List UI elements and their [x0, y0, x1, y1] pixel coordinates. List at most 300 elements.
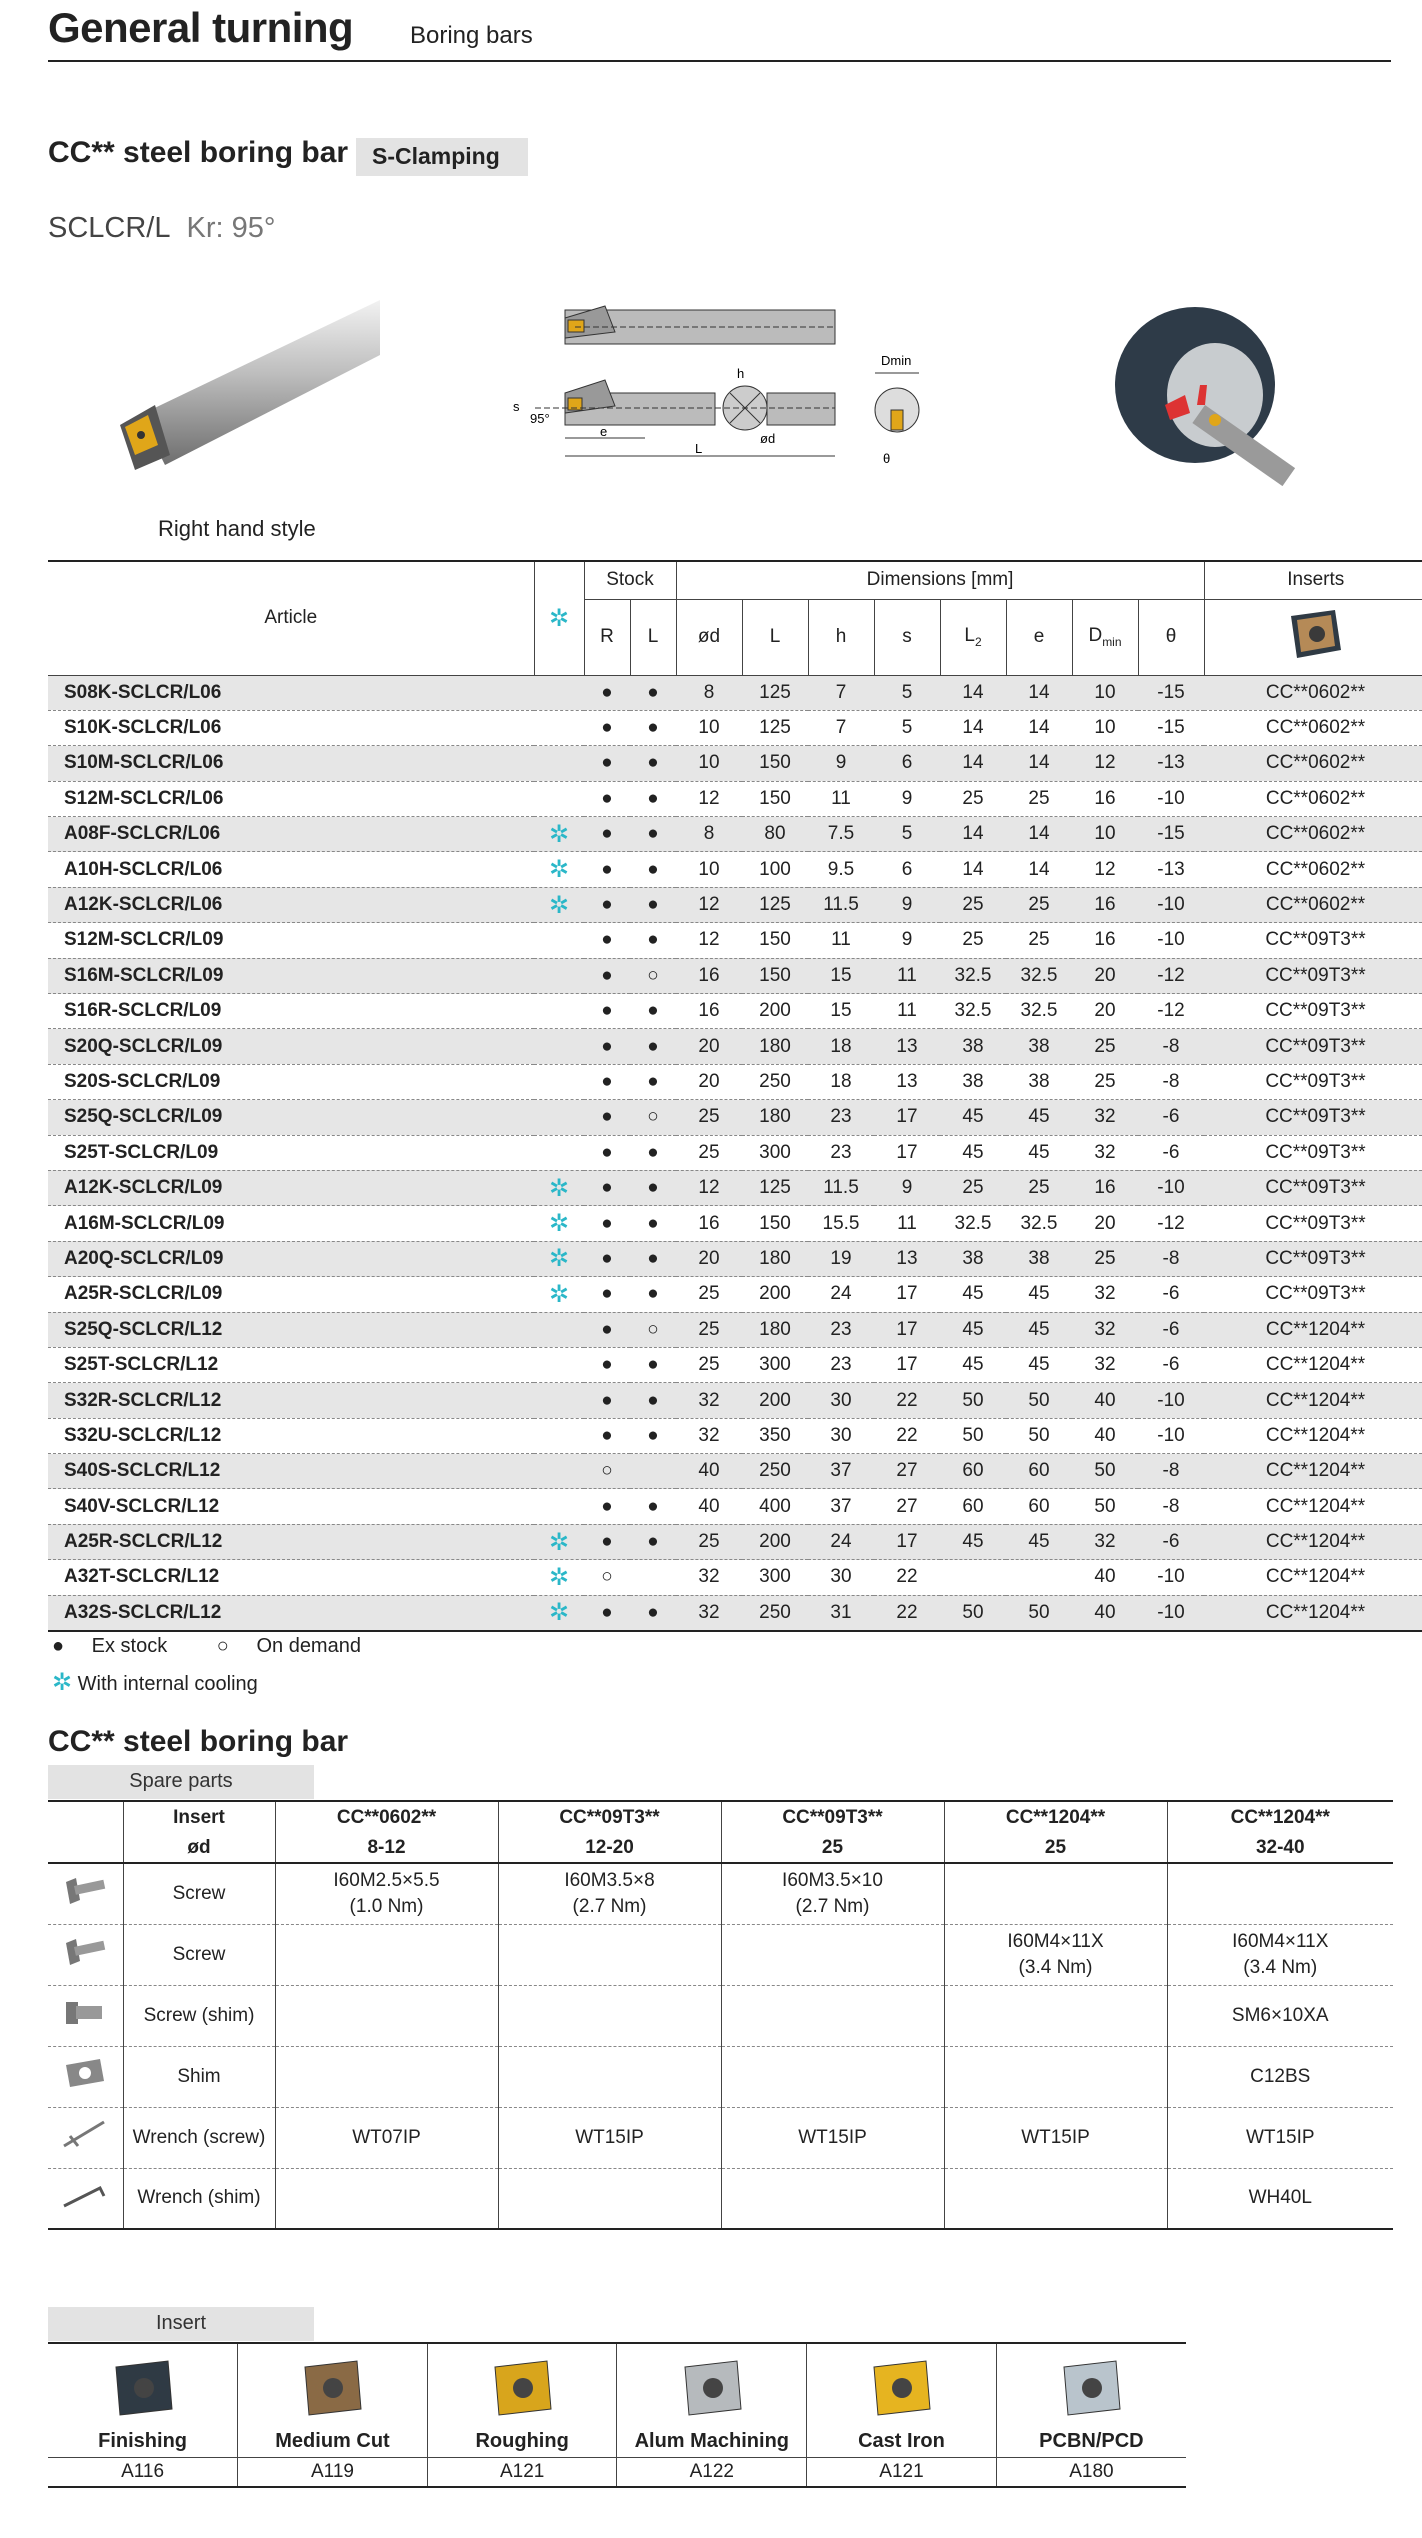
insert-icon: [864, 2355, 938, 2421]
cell-r: ●: [584, 1277, 630, 1312]
table-row: [48, 746, 1422, 781]
cell-l2: 45: [940, 1277, 1006, 1312]
cell-t: -8: [1138, 1489, 1204, 1524]
cell-d: 25: [676, 1135, 742, 1170]
cell-l: ●: [630, 1029, 676, 1064]
cell-cool: ✲: [534, 852, 584, 887]
insert-grade-name: Cast Iron: [858, 2429, 945, 2452]
insert-grade: [617, 2343, 807, 2457]
cell-e: 60: [1006, 1454, 1072, 1489]
cell-s: 17: [874, 1135, 940, 1170]
cell-L: 180: [742, 1241, 808, 1276]
col-e: e: [1006, 599, 1072, 675]
cell-e: [1006, 1560, 1072, 1595]
cell-ins: CC**09T3**: [1204, 1170, 1422, 1205]
cell-l: ●: [630, 1383, 676, 1418]
insert-grade-name: Roughing: [475, 2429, 569, 2452]
cell-cool: [534, 1029, 584, 1064]
spare-part-value: I60M4×11X (3.4 Nm): [1167, 1924, 1393, 1985]
cell-h: 23: [808, 1347, 874, 1382]
cell-dmin: 40: [1072, 1560, 1138, 1595]
cell-l: ●: [630, 817, 676, 852]
cell-e: 38: [1006, 1241, 1072, 1276]
cell-h: 15: [808, 958, 874, 993]
cell-r: ●: [584, 958, 630, 993]
spare-part-value: [498, 2046, 721, 2107]
cell-t: -10: [1138, 1170, 1204, 1205]
cell-d: 10: [676, 852, 742, 887]
cell-d: 20: [676, 1241, 742, 1276]
spare-insert-col: CC**09T3**: [721, 1801, 944, 1833]
cell-t: -10: [1138, 1383, 1204, 1418]
cell-ins: CC**0602**: [1204, 710, 1422, 745]
cell-cool: [534, 923, 584, 958]
cell-l2: 50: [940, 1418, 1006, 1453]
insert-grade: [238, 2343, 428, 2457]
cell-l2: 45: [940, 1135, 1006, 1170]
cell-dmin: 25: [1072, 1029, 1138, 1064]
cell-L: 350: [742, 1418, 808, 1453]
cell-cool: [534, 1100, 584, 1135]
cell-e: 25: [1006, 1170, 1072, 1205]
spare-part-label: Screw: [123, 1924, 275, 1985]
cell-s: 17: [874, 1347, 940, 1382]
cell-s: 9: [874, 781, 940, 816]
cell-article: A25R-SCLCR/L09: [48, 1277, 534, 1312]
cell-l2: 60: [940, 1454, 1006, 1489]
cell-dmin: 25: [1072, 1241, 1138, 1276]
insert-grade-name: Medium Cut: [275, 2429, 390, 2452]
cell-d: 25: [676, 1312, 742, 1347]
cell-d: 16: [676, 994, 742, 1029]
cell-ins: CC**0602**: [1204, 852, 1422, 887]
spare-od-col: 25: [721, 1833, 944, 1863]
cell-article: S25T-SCLCR/L12: [48, 1347, 534, 1382]
cell-article: A12K-SCLCR/L09: [48, 1170, 534, 1205]
page-title: General turning: [48, 4, 354, 51]
cell-l2: 25: [940, 887, 1006, 922]
cell-l: ●: [630, 887, 676, 922]
col-length: L: [742, 599, 808, 675]
cell-article: S40V-SCLCR/L12: [48, 1489, 534, 1524]
insert-grade: [48, 2343, 238, 2457]
spare-part-value: I60M4×11X (3.4 Nm): [944, 1924, 1167, 1985]
spare-parts-label: Spare parts: [48, 1765, 314, 1799]
cell-article: S25T-SCLCR/L09: [48, 1135, 534, 1170]
cell-e: 25: [1006, 887, 1072, 922]
cell-L: 200: [742, 1383, 808, 1418]
spare-part-value: [498, 1924, 721, 1985]
cell-h: 37: [808, 1489, 874, 1524]
cell-article: S10M-SCLCR/L06: [48, 746, 534, 781]
cell-article: A12K-SCLCR/L06: [48, 887, 534, 922]
spare-row: [48, 2107, 1393, 2168]
cell-l: ●: [630, 1135, 676, 1170]
cell-e: 50: [1006, 1383, 1072, 1418]
cooling-legend: ✲ With internal cooling: [52, 1669, 258, 1696]
cell-t: -6: [1138, 1277, 1204, 1312]
cell-r: ●: [584, 781, 630, 816]
cell-cool: ✲: [534, 817, 584, 852]
cell-e: 45: [1006, 1524, 1072, 1559]
cell-dmin: 16: [1072, 923, 1138, 958]
cell-l2: 32.5: [940, 994, 1006, 1029]
cell-r: ●: [584, 1312, 630, 1347]
stock-legend: [52, 1635, 405, 1658]
insert-grade-code: A122: [617, 2457, 807, 2487]
cell-s: 27: [874, 1454, 940, 1489]
insert-icon: [1054, 2355, 1128, 2421]
cell-dmin: 12: [1072, 852, 1138, 887]
cell-l: ●: [630, 1595, 676, 1630]
cell-l: ●: [630, 923, 676, 958]
cell-s: 22: [874, 1595, 940, 1630]
spare-part-value: C12BS: [1167, 2046, 1393, 2107]
cell-s: 22: [874, 1383, 940, 1418]
cell-s: 6: [874, 852, 940, 887]
spare-part-value: [275, 2046, 498, 2107]
cell-h: 15.5: [808, 1206, 874, 1241]
spare-insert-label: Insert: [123, 1801, 275, 1833]
cell-h: 37: [808, 1454, 874, 1489]
cell-cool: [534, 994, 584, 1029]
cell-r: ●: [584, 1170, 630, 1205]
cell-h: 24: [808, 1277, 874, 1312]
spare-part-value: WH40L: [1167, 2168, 1393, 2229]
cell-article: S12M-SCLCR/L09: [48, 923, 534, 958]
cell-r: ●: [584, 1418, 630, 1453]
cell-dmin: 20: [1072, 958, 1138, 993]
cell-t: -13: [1138, 852, 1204, 887]
spare-insert-col: CC**0602**: [275, 1801, 498, 1833]
cell-ins: CC**1204**: [1204, 1454, 1422, 1489]
on-demand-legend: ○ On demand: [216, 1635, 361, 1657]
cell-d: 20: [676, 1064, 742, 1099]
cell-dmin: 25: [1072, 1064, 1138, 1099]
cell-h: 18: [808, 1064, 874, 1099]
cell-ins: CC**09T3**: [1204, 923, 1422, 958]
cell-d: 12: [676, 887, 742, 922]
cell-s: 17: [874, 1100, 940, 1135]
cell-d: 40: [676, 1489, 742, 1524]
cell-L: 250: [742, 1454, 808, 1489]
insert-grade: [807, 2343, 997, 2457]
table-row: [48, 817, 1422, 852]
cell-r: ●: [584, 852, 630, 887]
cell-ins: CC**1204**: [1204, 1347, 1422, 1382]
machining-illustration: [1105, 295, 1300, 490]
col-od: ød: [676, 599, 742, 675]
cell-l: ●: [630, 746, 676, 781]
cell-l: ●: [630, 1241, 676, 1276]
spare-blank: [48, 1801, 123, 1833]
cell-l2: 38: [940, 1241, 1006, 1276]
cell-cool: [534, 958, 584, 993]
insert-grades-table: [48, 2342, 1186, 2488]
cell-h: 18: [808, 1029, 874, 1064]
spare-part-value: [721, 2168, 944, 2229]
cell-cool: [534, 1312, 584, 1347]
table-row: [48, 852, 1422, 887]
spare-part-label: Screw: [123, 1863, 275, 1924]
cell-e: 50: [1006, 1418, 1072, 1453]
cell-s: 17: [874, 1312, 940, 1347]
spare-od-col: 25: [944, 1833, 1167, 1863]
cell-article: A08F-SCLCR/L06: [48, 817, 534, 852]
table-row: [48, 1170, 1422, 1205]
cell-t: -10: [1138, 887, 1204, 922]
cell-s: 11: [874, 1206, 940, 1241]
insert-grade-code: A121: [427, 2457, 617, 2487]
cell-t: -15: [1138, 710, 1204, 745]
cell-t: -10: [1138, 1595, 1204, 1630]
table-row: [48, 1383, 1422, 1418]
cell-l: [630, 1560, 676, 1595]
cell-dmin: 16: [1072, 887, 1138, 922]
cell-article: S20Q-SCLCR/L09: [48, 1029, 534, 1064]
cell-e: 45: [1006, 1277, 1072, 1312]
cell-ins: CC**1204**: [1204, 1312, 1422, 1347]
cell-L: 150: [742, 958, 808, 993]
cell-l: ●: [630, 1347, 676, 1382]
cell-article: S25Q-SCLCR/L09: [48, 1100, 534, 1135]
insert-grade-code: A119: [238, 2457, 428, 2487]
spare-row: [48, 2168, 1393, 2229]
cell-l2: 32.5: [940, 958, 1006, 993]
cell-ins: CC**09T3**: [1204, 1064, 1422, 1099]
cell-cool: ✲: [534, 1206, 584, 1241]
cell-e: 60: [1006, 1489, 1072, 1524]
cell-e: 14: [1006, 852, 1072, 887]
cell-L: 80: [742, 817, 808, 852]
cell-e: 14: [1006, 675, 1072, 710]
cell-article: A10H-SCLCR/L06: [48, 852, 534, 887]
cell-ins: CC**09T3**: [1204, 1029, 1422, 1064]
spare-part-value: [1167, 1863, 1393, 1924]
cell-ins: CC**09T3**: [1204, 958, 1422, 993]
page-subtitle: Boring bars: [410, 22, 533, 49]
cell-h: 31: [808, 1595, 874, 1630]
cell-r: ●: [584, 1595, 630, 1630]
cell-L: 400: [742, 1489, 808, 1524]
cell-t: -8: [1138, 1241, 1204, 1276]
col-stock-r: R: [584, 599, 630, 675]
cell-ins: CC**09T3**: [1204, 1100, 1422, 1135]
technical-drawing: [505, 298, 935, 488]
spare-part-value: WT07IP: [275, 2107, 498, 2168]
cell-s: 17: [874, 1277, 940, 1312]
cell-s: 9: [874, 887, 940, 922]
spare-part-label: Screw (shim): [123, 1985, 275, 2046]
cell-dmin: 32: [1072, 1347, 1138, 1382]
cell-l2: 14: [940, 852, 1006, 887]
cell-d: 40: [676, 1454, 742, 1489]
spare-part-value: WT15IP: [944, 2107, 1167, 2168]
cell-cool: ✲: [534, 1277, 584, 1312]
table-row: [48, 1595, 1422, 1630]
cell-t: -10: [1138, 1560, 1204, 1595]
cell-dmin: 10: [1072, 675, 1138, 710]
cell-ins: CC**0602**: [1204, 887, 1422, 922]
cell-L: 250: [742, 1595, 808, 1630]
cell-e: 45: [1006, 1100, 1072, 1135]
cell-cool: [534, 1064, 584, 1099]
spare-od-label: ød: [123, 1833, 275, 1863]
dim-angle: 95°: [530, 411, 550, 426]
cell-r: ●: [584, 746, 630, 781]
insert-grade: [427, 2343, 617, 2457]
cell-e: 14: [1006, 817, 1072, 852]
cell-cool: [534, 746, 584, 781]
table-row: [48, 1524, 1422, 1559]
cell-h: 11: [808, 781, 874, 816]
table-row: [48, 1135, 1422, 1170]
table-row: [48, 710, 1422, 745]
boring-bar-illustration: [110, 295, 380, 475]
cell-r: ●: [584, 1347, 630, 1382]
cell-l: ●: [630, 1170, 676, 1205]
spare-part-label: Shim: [123, 2046, 275, 2107]
spare-part-value: WT15IP: [721, 2107, 944, 2168]
spare-part-value: SM6×10XA: [1167, 1985, 1393, 2046]
cell-h: 23: [808, 1312, 874, 1347]
cell-l2: 14: [940, 746, 1006, 781]
spare-blank: [48, 1833, 123, 1863]
spare-icon-cell: [48, 2168, 123, 2229]
cell-t: -12: [1138, 1206, 1204, 1241]
cell-h: 30: [808, 1560, 874, 1595]
cell-t: -8: [1138, 1029, 1204, 1064]
cell-h: 11.5: [808, 1170, 874, 1205]
cell-L: 200: [742, 994, 808, 1029]
cell-t: -13: [1138, 746, 1204, 781]
insert-icon: [485, 2355, 559, 2421]
cell-L: 150: [742, 746, 808, 781]
clamping-badge: S-Clamping: [356, 138, 528, 176]
cell-r: ●: [584, 923, 630, 958]
cell-dmin: 32: [1072, 1312, 1138, 1347]
cell-l2: 45: [940, 1312, 1006, 1347]
cell-e: 14: [1006, 710, 1072, 745]
spare-part-value: I60M3.5×10 (2.7 Nm): [721, 1863, 944, 1924]
spare-part-value: [721, 2046, 944, 2107]
kr-angle: Kr: 95°: [186, 212, 276, 244]
col-theta: θ: [1138, 599, 1204, 675]
cell-article: S40S-SCLCR/L12: [48, 1454, 534, 1489]
cell-r: ●: [584, 1135, 630, 1170]
table-row: [48, 1454, 1422, 1489]
cell-t: -12: [1138, 994, 1204, 1029]
cell-article: S10K-SCLCR/L06: [48, 710, 534, 745]
cell-r: ●: [584, 1383, 630, 1418]
cell-h: 7: [808, 675, 874, 710]
cell-h: 11: [808, 923, 874, 958]
cell-r: ●: [584, 994, 630, 1029]
cell-l: [630, 1454, 676, 1489]
cell-t: -6: [1138, 1135, 1204, 1170]
cell-l2: 45: [940, 1524, 1006, 1559]
section-title: CC** steel boring bar: [48, 136, 349, 169]
cell-article: S12M-SCLCR/L06: [48, 781, 534, 816]
cell-s: 5: [874, 675, 940, 710]
cell-l: ●: [630, 1277, 676, 1312]
cell-article: S16M-SCLCR/L09: [48, 958, 534, 993]
col-inserts: Inserts: [1204, 561, 1422, 599]
cell-l2: 38: [940, 1064, 1006, 1099]
cell-d: 8: [676, 675, 742, 710]
cell-d: 25: [676, 1524, 742, 1559]
cell-l2: 14: [940, 817, 1006, 852]
cell-cool: [534, 781, 584, 816]
spare-parts-body: [48, 1863, 1393, 2229]
article-table: [48, 560, 1422, 1632]
table-row: [48, 1277, 1422, 1312]
cell-t: -12: [1138, 958, 1204, 993]
dim-h: h: [737, 366, 745, 381]
table-row: [48, 1418, 1422, 1453]
cell-r: ●: [584, 1489, 630, 1524]
cell-cool: [534, 1135, 584, 1170]
cell-ins: CC**0602**: [1204, 781, 1422, 816]
cell-L: 125: [742, 675, 808, 710]
insert-grade-code: A180: [996, 2457, 1186, 2487]
cell-dmin: 40: [1072, 1418, 1138, 1453]
cell-t: -6: [1138, 1100, 1204, 1135]
cell-l2: 25: [940, 1170, 1006, 1205]
cell-e: 25: [1006, 781, 1072, 816]
cell-h: 19: [808, 1241, 874, 1276]
cell-d: 25: [676, 1100, 742, 1135]
cell-article: A20Q-SCLCR/L09: [48, 1241, 534, 1276]
cell-h: 9: [808, 746, 874, 781]
cell-d: 32: [676, 1418, 742, 1453]
cell-d: 8: [676, 817, 742, 852]
table-row: [48, 1029, 1422, 1064]
torx-wrench-icon: [60, 2116, 110, 2152]
cell-L: 150: [742, 781, 808, 816]
cell-ins: CC**0602**: [1204, 675, 1422, 710]
cell-d: 10: [676, 746, 742, 781]
screw-icon: [60, 1872, 110, 1908]
hex-wrench-icon: [60, 2176, 110, 2212]
cell-ins: CC**1204**: [1204, 1595, 1422, 1630]
cell-l2: 32.5: [940, 1206, 1006, 1241]
cell-l2: 50: [940, 1383, 1006, 1418]
table-row: [48, 1241, 1422, 1276]
cell-dmin: 40: [1072, 1383, 1138, 1418]
cell-t: -10: [1138, 1418, 1204, 1453]
spare-part-value: [275, 1985, 498, 2046]
right-hand-style-label: Right hand style: [158, 516, 316, 541]
table-row: [48, 1560, 1422, 1595]
cell-s: 22: [874, 1418, 940, 1453]
cell-l: ●: [630, 852, 676, 887]
insert-grade-code: A121: [807, 2457, 997, 2487]
table-row: [48, 958, 1422, 993]
cell-e: 32.5: [1006, 994, 1072, 1029]
cell-ins: CC**1204**: [1204, 1418, 1422, 1453]
cell-dmin: 32: [1072, 1524, 1138, 1559]
spare-part-value: [275, 2168, 498, 2229]
cell-ins: CC**0602**: [1204, 817, 1422, 852]
cell-s: 5: [874, 817, 940, 852]
shim-icon: [60, 2055, 110, 2091]
spare-od-col: 8-12: [275, 1833, 498, 1863]
cell-r: ●: [584, 1206, 630, 1241]
cell-cool: ✲: [534, 1170, 584, 1205]
insert-grade-name: Alum Machining: [634, 2429, 790, 2452]
cell-h: 15: [808, 994, 874, 1029]
